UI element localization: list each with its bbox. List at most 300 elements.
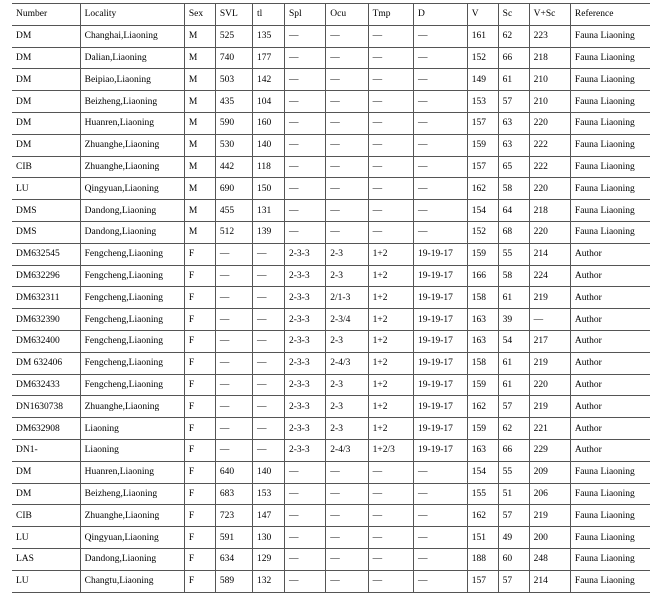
- cell-number: LU: [12, 570, 80, 592]
- cell-sc: 49: [498, 527, 529, 549]
- cell-sex: F: [184, 505, 215, 527]
- cell-v: 159: [467, 374, 498, 396]
- table-row: [12, 91, 650, 113]
- cell-v: 159: [467, 243, 498, 265]
- cell-ocu: 2-3: [326, 265, 368, 287]
- cell-v-sc: 210: [529, 91, 570, 113]
- cell-d: 19-19-17: [414, 374, 468, 396]
- cell-svl: —: [215, 287, 252, 309]
- cell-v-sc: 222: [529, 156, 570, 178]
- cell-ocu: —: [326, 156, 368, 178]
- cell-number: DN1630738: [12, 396, 80, 418]
- cell-reference: Author: [570, 439, 650, 461]
- cell-sex: M: [184, 112, 215, 134]
- cell-reference: Fauna Liaoning: [570, 112, 650, 134]
- cell-number: DM632400: [12, 330, 80, 352]
- table-row: [12, 134, 650, 156]
- cell-ocu: —: [326, 221, 368, 243]
- cell-svl: —: [215, 374, 252, 396]
- cell-spl: 2-3-3: [285, 439, 326, 461]
- data-table: [12, 3, 650, 593]
- cell-locality: Zhuanghe,Liaoning: [80, 134, 184, 156]
- cell-tmp: 1+2: [368, 418, 413, 440]
- cell-spl: —: [285, 221, 326, 243]
- table-row: [12, 527, 650, 549]
- cell-tl: 140: [253, 134, 285, 156]
- cell-locality: Beipiao,Liaoning: [80, 69, 184, 91]
- cell-tmp: 1+2/3: [368, 439, 413, 461]
- column-header-sex: Sex: [184, 4, 215, 26]
- cell-number: DM632545: [12, 243, 80, 265]
- cell-spl: 2-3-3: [285, 396, 326, 418]
- cell-v: 153: [467, 91, 498, 113]
- cell-sex: M: [184, 221, 215, 243]
- cell-reference: Fauna Liaoning: [570, 156, 650, 178]
- cell-reference: Author: [570, 396, 650, 418]
- cell-reference: Fauna Liaoning: [570, 570, 650, 592]
- cell-sc: 55: [498, 243, 529, 265]
- cell-v-sc: 218: [529, 200, 570, 222]
- cell-d: —: [414, 25, 468, 47]
- cell-d: —: [414, 461, 468, 483]
- cell-sex: M: [184, 69, 215, 91]
- cell-tmp: —: [368, 483, 413, 505]
- cell-tl: 142: [253, 69, 285, 91]
- cell-tl: 140: [253, 461, 285, 483]
- table-row: [12, 439, 650, 461]
- cell-v-sc: 217: [529, 330, 570, 352]
- table-row: [12, 287, 650, 309]
- cell-v: 188: [467, 548, 498, 570]
- cell-reference: Fauna Liaoning: [570, 69, 650, 91]
- cell-sc: 61: [498, 352, 529, 374]
- cell-spl: 2-3-3: [285, 243, 326, 265]
- table-row: [12, 69, 650, 91]
- column-header-reference: Reference: [570, 4, 650, 26]
- cell-tmp: —: [368, 178, 413, 200]
- cell-tl: —: [253, 418, 285, 440]
- cell-ocu: —: [326, 25, 368, 47]
- cell-svl: 589: [215, 570, 252, 592]
- table-row: [12, 25, 650, 47]
- cell-number: DM632908: [12, 418, 80, 440]
- table-row: [12, 570, 650, 592]
- cell-ocu: —: [326, 200, 368, 222]
- cell-ocu: 2-4/3: [326, 439, 368, 461]
- cell-tmp: 1+2: [368, 309, 413, 331]
- cell-tmp: —: [368, 25, 413, 47]
- cell-ocu: —: [326, 570, 368, 592]
- table-row: [12, 548, 650, 570]
- cell-sc: 68: [498, 221, 529, 243]
- cell-d: —: [414, 91, 468, 113]
- cell-svl: —: [215, 330, 252, 352]
- cell-tmp: —: [368, 200, 413, 222]
- cell-spl: 2-3-3: [285, 418, 326, 440]
- table-row: [12, 352, 650, 374]
- cell-d: —: [414, 483, 468, 505]
- cell-spl: 2-3-3: [285, 287, 326, 309]
- cell-sc: 57: [498, 91, 529, 113]
- cell-sc: 57: [498, 396, 529, 418]
- cell-reference: Fauna Liaoning: [570, 200, 650, 222]
- cell-number: DM: [12, 69, 80, 91]
- cell-sex: M: [184, 47, 215, 69]
- cell-spl: 2-3-3: [285, 352, 326, 374]
- column-header-v: V: [467, 4, 498, 26]
- cell-number: DM: [12, 461, 80, 483]
- cell-v: 149: [467, 69, 498, 91]
- cell-locality: Dandong,Liaoning: [80, 221, 184, 243]
- cell-locality: Zhuanghe,Liaoning: [80, 505, 184, 527]
- cell-d: —: [414, 156, 468, 178]
- cell-d: —: [414, 112, 468, 134]
- cell-tl: —: [253, 309, 285, 331]
- cell-v: 151: [467, 527, 498, 549]
- cell-tl: —: [253, 287, 285, 309]
- cell-number: LU: [12, 178, 80, 200]
- cell-svl: 723: [215, 505, 252, 527]
- cell-tmp: 1+2: [368, 352, 413, 374]
- cell-spl: —: [285, 134, 326, 156]
- table-row: [12, 265, 650, 287]
- cell-reference: Author: [570, 330, 650, 352]
- cell-tmp: —: [368, 527, 413, 549]
- cell-reference: Author: [570, 418, 650, 440]
- cell-ocu: 2-4/3: [326, 352, 368, 374]
- cell-ocu: —: [326, 548, 368, 570]
- column-header-sc: Sc: [498, 4, 529, 26]
- cell-sex: F: [184, 309, 215, 331]
- cell-tmp: 1+2: [368, 374, 413, 396]
- cell-tmp: —: [368, 221, 413, 243]
- cell-v: 152: [467, 47, 498, 69]
- cell-v-sc: 248: [529, 548, 570, 570]
- cell-svl: —: [215, 265, 252, 287]
- cell-svl: 442: [215, 156, 252, 178]
- cell-sex: F: [184, 570, 215, 592]
- cell-svl: 690: [215, 178, 252, 200]
- cell-v: 163: [467, 439, 498, 461]
- cell-v-sc: 220: [529, 374, 570, 396]
- cell-sex: F: [184, 548, 215, 570]
- cell-tl: —: [253, 330, 285, 352]
- cell-ocu: 2-3/4: [326, 309, 368, 331]
- cell-v: 154: [467, 200, 498, 222]
- cell-ocu: 2-3: [326, 418, 368, 440]
- cell-reference: Author: [570, 287, 650, 309]
- table-row: [12, 461, 650, 483]
- cell-tl: 130: [253, 527, 285, 549]
- cell-ocu: 2-3: [326, 243, 368, 265]
- cell-v: 158: [467, 287, 498, 309]
- cell-tmp: —: [368, 156, 413, 178]
- cell-sc: 54: [498, 330, 529, 352]
- cell-tl: 104: [253, 91, 285, 113]
- cell-sex: F: [184, 265, 215, 287]
- column-header-tmp: Tmp: [368, 4, 413, 26]
- cell-number: DM: [12, 91, 80, 113]
- cell-d: 19-19-17: [414, 287, 468, 309]
- cell-spl: 2-3-3: [285, 265, 326, 287]
- cell-tl: 177: [253, 47, 285, 69]
- cell-v-sc: 219: [529, 287, 570, 309]
- cell-sc: 58: [498, 178, 529, 200]
- cell-locality: Fengcheng,Liaoning: [80, 330, 184, 352]
- cell-tl: —: [253, 265, 285, 287]
- table-row: [12, 483, 650, 505]
- cell-svl: 590: [215, 112, 252, 134]
- cell-spl: —: [285, 25, 326, 47]
- cell-tmp: —: [368, 112, 413, 134]
- cell-ocu: —: [326, 47, 368, 69]
- cell-v-sc: —: [529, 309, 570, 331]
- cell-svl: 525: [215, 25, 252, 47]
- cell-svl: —: [215, 439, 252, 461]
- cell-v: 157: [467, 156, 498, 178]
- cell-svl: 683: [215, 483, 252, 505]
- cell-tmp: —: [368, 505, 413, 527]
- cell-v-sc: 219: [529, 505, 570, 527]
- cell-sex: F: [184, 330, 215, 352]
- cell-sex: M: [184, 178, 215, 200]
- cell-spl: 2-3-3: [285, 309, 326, 331]
- cell-v-sc: 220: [529, 221, 570, 243]
- cell-sc: 55: [498, 461, 529, 483]
- column-header-v-sc: V+Sc: [529, 4, 570, 26]
- cell-spl: —: [285, 200, 326, 222]
- cell-v-sc: 221: [529, 418, 570, 440]
- cell-locality: Beizheng,Liaoning: [80, 483, 184, 505]
- cell-v: 162: [467, 396, 498, 418]
- cell-v: 157: [467, 570, 498, 592]
- cell-locality: Huanren,Liaoning: [80, 461, 184, 483]
- cell-number: LU: [12, 527, 80, 549]
- cell-sex: M: [184, 25, 215, 47]
- cell-tl: 139: [253, 221, 285, 243]
- cell-number: DN1-: [12, 439, 80, 461]
- cell-v-sc: 206: [529, 483, 570, 505]
- cell-sc: 57: [498, 505, 529, 527]
- cell-number: DM: [12, 134, 80, 156]
- cell-d: 19-19-17: [414, 439, 468, 461]
- cell-locality: Zhuanghe,Liaoning: [80, 396, 184, 418]
- cell-d: —: [414, 548, 468, 570]
- table-row: [12, 418, 650, 440]
- cell-tl: 132: [253, 570, 285, 592]
- cell-d: —: [414, 47, 468, 69]
- cell-svl: 740: [215, 47, 252, 69]
- cell-sc: 62: [498, 25, 529, 47]
- cell-locality: Changhai,Liaoning: [80, 25, 184, 47]
- cell-number: DMS: [12, 221, 80, 243]
- cell-locality: Fengcheng,Liaoning: [80, 243, 184, 265]
- cell-reference: Fauna Liaoning: [570, 178, 650, 200]
- cell-svl: —: [215, 243, 252, 265]
- column-header-spl: Spl: [285, 4, 326, 26]
- cell-spl: —: [285, 47, 326, 69]
- cell-sc: 63: [498, 134, 529, 156]
- cell-ocu: —: [326, 461, 368, 483]
- cell-sc: 64: [498, 200, 529, 222]
- cell-locality: Liaoning: [80, 439, 184, 461]
- header-row: [12, 4, 650, 26]
- cell-spl: —: [285, 112, 326, 134]
- cell-sc: 57: [498, 570, 529, 592]
- cell-svl: 591: [215, 527, 252, 549]
- cell-tmp: —: [368, 548, 413, 570]
- cell-svl: —: [215, 309, 252, 331]
- cell-tl: 153: [253, 483, 285, 505]
- cell-tmp: 1+2: [368, 287, 413, 309]
- cell-ocu: 2-3: [326, 396, 368, 418]
- cell-sex: F: [184, 374, 215, 396]
- cell-reference: Fauna Liaoning: [570, 527, 650, 549]
- cell-sc: 65: [498, 156, 529, 178]
- cell-v-sc: 229: [529, 439, 570, 461]
- cell-sex: F: [184, 483, 215, 505]
- cell-spl: —: [285, 483, 326, 505]
- cell-spl: —: [285, 505, 326, 527]
- table-row: [12, 374, 650, 396]
- cell-number: DM632296: [12, 265, 80, 287]
- cell-spl: 2-3-3: [285, 374, 326, 396]
- cell-v: 159: [467, 134, 498, 156]
- cell-tmp: —: [368, 69, 413, 91]
- table-row: [12, 505, 650, 527]
- cell-reference: Fauna Liaoning: [570, 134, 650, 156]
- column-header-svl: SVL: [215, 4, 252, 26]
- table-row: [12, 112, 650, 134]
- cell-ocu: 2-3: [326, 330, 368, 352]
- cell-number: DM: [12, 47, 80, 69]
- cell-locality: Dandong,Liaoning: [80, 200, 184, 222]
- cell-locality: Fengcheng,Liaoning: [80, 309, 184, 331]
- cell-number: CIB: [12, 156, 80, 178]
- cell-sc: 66: [498, 47, 529, 69]
- cell-locality: Huanren,Liaoning: [80, 112, 184, 134]
- cell-spl: —: [285, 570, 326, 592]
- cell-reference: Fauna Liaoning: [570, 221, 650, 243]
- cell-d: —: [414, 200, 468, 222]
- cell-ocu: —: [326, 112, 368, 134]
- cell-spl: —: [285, 91, 326, 113]
- column-header-d: D: [414, 4, 468, 26]
- cell-d: —: [414, 570, 468, 592]
- cell-svl: 640: [215, 461, 252, 483]
- column-header-number: Number: [12, 4, 80, 26]
- table-row: [12, 178, 650, 200]
- cell-number: DM632311: [12, 287, 80, 309]
- cell-locality: Liaoning: [80, 418, 184, 440]
- cell-tl: 135: [253, 25, 285, 47]
- cell-reference: Fauna Liaoning: [570, 548, 650, 570]
- cell-tl: 160: [253, 112, 285, 134]
- cell-spl: —: [285, 461, 326, 483]
- cell-number: CIB: [12, 505, 80, 527]
- cell-d: —: [414, 505, 468, 527]
- cell-d: —: [414, 134, 468, 156]
- cell-d: 19-19-17: [414, 396, 468, 418]
- cell-v: 162: [467, 505, 498, 527]
- cell-v: 152: [467, 221, 498, 243]
- cell-reference: Author: [570, 265, 650, 287]
- cell-ocu: 2/1-3: [326, 287, 368, 309]
- cell-d: —: [414, 178, 468, 200]
- cell-spl: —: [285, 548, 326, 570]
- cell-spl: —: [285, 178, 326, 200]
- cell-locality: Changtu,Liaoning: [80, 570, 184, 592]
- cell-v-sc: 200: [529, 527, 570, 549]
- cell-ocu: —: [326, 527, 368, 549]
- cell-tl: 150: [253, 178, 285, 200]
- cell-number: DM 632406: [12, 352, 80, 374]
- cell-sc: 61: [498, 287, 529, 309]
- table-row: [12, 330, 650, 352]
- cell-tmp: 1+2: [368, 265, 413, 287]
- cell-d: 19-19-17: [414, 309, 468, 331]
- cell-ocu: —: [326, 134, 368, 156]
- table-row: [12, 309, 650, 331]
- cell-reference: Author: [570, 309, 650, 331]
- cell-tl: 131: [253, 200, 285, 222]
- cell-number: DM: [12, 112, 80, 134]
- cell-v: 161: [467, 25, 498, 47]
- cell-sex: F: [184, 527, 215, 549]
- cell-sc: 39: [498, 309, 529, 331]
- cell-tl: 147: [253, 505, 285, 527]
- cell-svl: —: [215, 396, 252, 418]
- cell-sc: 66: [498, 439, 529, 461]
- cell-v-sc: 220: [529, 112, 570, 134]
- cell-number: DM: [12, 483, 80, 505]
- cell-reference: Author: [570, 374, 650, 396]
- cell-sex: F: [184, 461, 215, 483]
- cell-v-sc: 219: [529, 352, 570, 374]
- cell-number: DMS: [12, 200, 80, 222]
- cell-d: 19-19-17: [414, 265, 468, 287]
- cell-tmp: 1+2: [368, 330, 413, 352]
- cell-locality: Fengcheng,Liaoning: [80, 287, 184, 309]
- cell-tmp: 1+2: [368, 396, 413, 418]
- cell-reference: Fauna Liaoning: [570, 25, 650, 47]
- cell-v: 154: [467, 461, 498, 483]
- cell-sex: F: [184, 396, 215, 418]
- cell-reference: Fauna Liaoning: [570, 91, 650, 113]
- cell-sex: M: [184, 91, 215, 113]
- cell-sc: 51: [498, 483, 529, 505]
- cell-svl: 530: [215, 134, 252, 156]
- cell-sex: F: [184, 418, 215, 440]
- cell-reference: Fauna Liaoning: [570, 47, 650, 69]
- cell-svl: 634: [215, 548, 252, 570]
- cell-sex: M: [184, 156, 215, 178]
- cell-d: —: [414, 527, 468, 549]
- cell-tmp: —: [368, 91, 413, 113]
- cell-sc: 62: [498, 418, 529, 440]
- column-header-tl: tl: [253, 4, 285, 26]
- cell-v: 157: [467, 112, 498, 134]
- cell-reference: Fauna Liaoning: [570, 461, 650, 483]
- cell-sc: 61: [498, 69, 529, 91]
- cell-v-sc: 210: [529, 69, 570, 91]
- cell-v-sc: 209: [529, 461, 570, 483]
- cell-spl: 2-3-3: [285, 330, 326, 352]
- cell-tmp: —: [368, 47, 413, 69]
- cell-v-sc: 224: [529, 265, 570, 287]
- cell-number: DM: [12, 25, 80, 47]
- table-row: [12, 156, 650, 178]
